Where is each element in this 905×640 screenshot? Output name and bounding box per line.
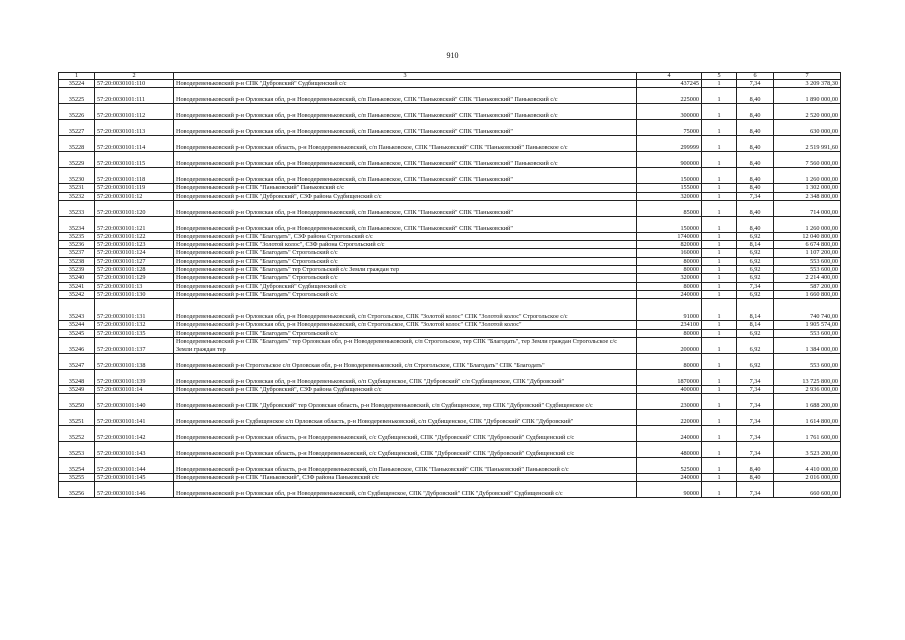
rate-cell: 6,92 (737, 232, 774, 240)
table-row (59, 200, 841, 216)
location-cell: Новодеревеньковский р-н СПК "Благодать" Строгольский с/с (174, 290, 637, 298)
value-cell: 3 523 200,00 (774, 442, 841, 458)
location-cell: Новодеревеньковский р-н Орловская область, р-н Новодеревеньковский, с/п Паньковское, СПК "Паньковский" СПК "Паньковский" Паньковский с/с (174, 458, 637, 474)
share-cell: 1 (702, 184, 737, 192)
share-cell: 1 (702, 241, 737, 249)
value-cell: 6 674 800,00 (774, 241, 841, 249)
area-cell: 299999 (637, 136, 702, 152)
value-cell: 1 384 000,00 (774, 337, 841, 353)
location-cell: Новодеревеньковский р-н Орловская обл, р-н Новодеревеньковский, с/п Паньковское, СПК "Паньковский" СПК "Паньковский" (174, 216, 637, 232)
row-number-cell: 35238 (59, 257, 95, 265)
header-cell-7: 7 (774, 73, 841, 80)
cadastral-number-cell: 57:20:0030101:145 (95, 474, 174, 482)
rate-cell: 7,34 (737, 282, 774, 290)
row-number-cell: 35232 (59, 192, 95, 200)
cadastral-number-cell: 57:20:0030101:140 (95, 394, 174, 410)
row-number-cell: 35239 (59, 266, 95, 274)
table-header (59, 73, 841, 80)
row-number-cell: 35248 (59, 369, 95, 385)
share-cell: 1 (702, 474, 737, 482)
row-number-cell: 35236 (59, 241, 95, 249)
row-number-cell: 35234 (59, 216, 95, 232)
share-cell: 1 (702, 410, 737, 426)
rate-cell: 8,40 (737, 184, 774, 192)
rate-cell: 6,92 (737, 290, 774, 298)
page-number: 910 (446, 51, 459, 60)
location-cell: Новодеревеньковский р-н СПК "Благодать" Строгольский с/с (174, 274, 637, 282)
header-cell-5: 5 (702, 73, 737, 80)
area-cell: 75000 (637, 120, 702, 136)
row-number-cell: 35240 (59, 274, 95, 282)
rate-cell: 8,40 (737, 136, 774, 152)
table-row (59, 482, 841, 498)
table-row (59, 88, 841, 104)
cadastral-number-cell: 57:20:0030101:14 (95, 385, 174, 393)
value-cell: 1 107 200,00 (774, 249, 841, 257)
table-row (59, 329, 841, 337)
table-row (59, 337, 841, 353)
area-cell: 80000 (637, 257, 702, 265)
location-cell: Новодеревеньковский р-н СПК "Паньковский" Паньковский с/с (174, 184, 637, 192)
table-row (59, 394, 841, 410)
cadastral-number-cell: 57:20:0030101:144 (95, 458, 174, 474)
table-row (59, 282, 841, 290)
header-cell-2: 2 (95, 73, 174, 80)
table-row (59, 474, 841, 482)
location-cell: Новодеревеньковский р-н СПК "Дубровский", СЗФ района Судбищенский с/с (174, 192, 637, 200)
row-number-cell: 35226 (59, 104, 95, 120)
share-cell: 1 (702, 426, 737, 442)
area-cell: 225000 (637, 88, 702, 104)
cadastral-number-cell: 57:20:0030101:114 (95, 136, 174, 152)
row-number-cell: 35235 (59, 232, 95, 240)
row-number-cell: 35254 (59, 458, 95, 474)
cadastral-number-cell: 57:20:0030101:137 (95, 337, 174, 353)
area-cell: 900000 (637, 152, 702, 168)
row-number-cell: 35245 (59, 329, 95, 337)
value-cell: 630 000,00 (774, 120, 841, 136)
header-cell-1: 1 (59, 73, 95, 80)
rate-cell: 7,34 (737, 482, 774, 498)
rate-cell: 8,40 (737, 104, 774, 120)
share-cell: 1 (702, 482, 737, 498)
cadastral-number-cell: 57:20:0030101:112 (95, 104, 174, 120)
rate-cell: 8,40 (737, 200, 774, 216)
cadastral-number-cell: 57:20:0030101:129 (95, 274, 174, 282)
cadastral-number-cell: 57:20:0030101:120 (95, 200, 174, 216)
value-cell: 2 519 991,60 (774, 136, 841, 152)
area-cell: 437245 (637, 80, 702, 88)
area-cell: 230000 (637, 394, 702, 410)
share-cell: 1 (702, 152, 737, 168)
rate-cell: 7,34 (737, 369, 774, 385)
location-cell: Новодеревеньковский р-н СПК "Дубровский" Судбищенский с/с (174, 282, 637, 290)
share-cell: 1 (702, 136, 737, 152)
share-cell: 1 (702, 442, 737, 458)
table-row (59, 274, 841, 282)
table-row (59, 353, 841, 369)
rate-cell: 6,92 (737, 249, 774, 257)
location-cell: Новодеревеньковский р-н Судбищенское с/п Орловская область, р-н Новодеревеньковский, с/п Судбищенское, СПК "Дубровский" СПК "Дубровский" (174, 410, 637, 426)
rate-cell: 7,34 (737, 192, 774, 200)
rate-cell: 8,40 (737, 474, 774, 482)
area-cell: 240000 (637, 474, 702, 482)
row-number-cell: 35229 (59, 152, 95, 168)
table-row (59, 80, 841, 88)
cadastral-number-cell: 57:20:0030101:119 (95, 184, 174, 192)
location-cell: Новодеревеньковский р-н СПК "Благодать" тер Строгольский с/с Земли граждан тер (174, 266, 637, 274)
value-cell: 587 200,00 (774, 282, 841, 290)
location-cell: Новодеревеньковский р-н СПК "Благодать" Строгольский с/с (174, 329, 637, 337)
cadastral-number-cell: 57:20:0030101:141 (95, 410, 174, 426)
share-cell: 1 (702, 385, 737, 393)
area-cell: 320000 (637, 192, 702, 200)
cadastral-number-cell: 57:20:0030101:124 (95, 249, 174, 257)
rate-cell: 8,40 (737, 88, 774, 104)
value-cell: 3 209 378,30 (774, 80, 841, 88)
rate-cell: 8,40 (737, 120, 774, 136)
share-cell: 1 (702, 232, 737, 240)
table-row (59, 385, 841, 393)
value-cell: 1 890 000,00 (774, 88, 841, 104)
table-row (59, 426, 841, 442)
value-cell: 2 520 000,00 (774, 104, 841, 120)
value-cell: 7 560 000,00 (774, 152, 841, 168)
share-cell: 1 (702, 249, 737, 257)
table-row (59, 152, 841, 168)
area-cell: 234100 (637, 321, 702, 329)
share-cell: 1 (702, 299, 737, 321)
cadastral-number-cell: 57:20:0030101:128 (95, 266, 174, 274)
rate-cell: 7,34 (737, 394, 774, 410)
share-cell: 1 (702, 104, 737, 120)
share-cell: 1 (702, 321, 737, 329)
location-cell: Новодеревеньковский р-н СПК "Дубровский", СЗФ района Судбищенский с/с (174, 385, 637, 393)
location-cell: Новодеревеньковский р-н Орловская обл, р-н Новодеревеньковский, с/п Паньковское, СПК "Паньковский" СПК "Паньковский" (174, 168, 637, 184)
row-number-cell: 35228 (59, 136, 95, 152)
area-cell: 320000 (637, 274, 702, 282)
table-row (59, 458, 841, 474)
cadastral-number-cell: 57:20:0030101:135 (95, 329, 174, 337)
location-cell: Новодеревеньковский р-н СПК "Благодать" Строгольский с/с (174, 249, 637, 257)
cadastral-number-cell: 57:20:0030101:121 (95, 216, 174, 232)
share-cell: 1 (702, 266, 737, 274)
table-row (59, 104, 841, 120)
area-cell: 80000 (637, 353, 702, 369)
cadastral-number-cell: 57:20:0030101:143 (95, 442, 174, 458)
value-cell: 1 761 600,00 (774, 426, 841, 442)
header-cell-6: 6 (737, 73, 774, 80)
cadastral-number-cell: 57:20:0030101:118 (95, 168, 174, 184)
table-row (59, 410, 841, 426)
rate-cell: 8,40 (737, 216, 774, 232)
value-cell: 660 600,00 (774, 482, 841, 498)
rate-cell: 7,34 (737, 426, 774, 442)
location-cell: Новодеревеньковский р-н Строгольское с/п Орловская обл, р-н Новодеревеньковский, с/п Строгольское, СПК "Благодать" СПК "Благодать" (174, 353, 637, 369)
rate-cell: 7,34 (737, 385, 774, 393)
rate-cell: 8,40 (737, 168, 774, 184)
location-cell: Новодеревеньковский р-н Орловская обл, р-н Новодеревеньковский, с/п Паньковское, СПК "Паньковский" СПК "Паньковский" Паньковский с/с (174, 152, 637, 168)
table-row (59, 290, 841, 298)
row-number-cell: 35255 (59, 474, 95, 482)
rate-cell: 6,92 (737, 266, 774, 274)
cadastral-number-cell: 57:20:0030101:122 (95, 232, 174, 240)
row-number-cell: 35253 (59, 442, 95, 458)
location-cell: Новодеревеньковский р-н Орловская обл, р-н Новодеревеньковский, с/п Строгольское, СПК "Золотой колос" СПК "Золотой колос" Строгольское с/с (174, 299, 637, 321)
table-row (59, 321, 841, 329)
table-body (59, 80, 841, 498)
area-cell: 85000 (637, 200, 702, 216)
value-cell: 1 905 574,00 (774, 321, 841, 329)
rate-cell: 7,34 (737, 442, 774, 458)
area-cell: 155000 (637, 184, 702, 192)
share-cell: 1 (702, 80, 737, 88)
table-row (59, 136, 841, 152)
land-register-table (58, 72, 841, 498)
share-cell: 1 (702, 329, 737, 337)
value-cell: 553 600,00 (774, 353, 841, 369)
share-cell: 1 (702, 192, 737, 200)
value-cell: 1 260 000,00 (774, 168, 841, 184)
row-number-cell: 35252 (59, 426, 95, 442)
location-cell: Новодеревеньковский р-н Орловская обл, р-н Новодеревеньковский, с/п Паньковское, СПК "Паньковский" СПК "Паньковский" (174, 120, 637, 136)
row-number-cell: 35241 (59, 282, 95, 290)
rate-cell: 6,92 (737, 353, 774, 369)
rate-cell: 8,14 (737, 321, 774, 329)
cadastral-number-cell: 57:20:0030101:12 (95, 192, 174, 200)
cadastral-number-cell: 57:20:0030101:142 (95, 426, 174, 442)
row-number-cell: 35227 (59, 120, 95, 136)
value-cell: 13 725 800,00 (774, 369, 841, 385)
share-cell: 1 (702, 257, 737, 265)
rate-cell: 6,92 (737, 257, 774, 265)
value-cell: 2 936 000,00 (774, 385, 841, 393)
row-number-cell: 35246 (59, 337, 95, 353)
value-cell: 740 740,00 (774, 299, 841, 321)
rate-cell: 8,14 (737, 241, 774, 249)
share-cell: 1 (702, 120, 737, 136)
area-cell: 160000 (637, 249, 702, 257)
location-cell: Новодеревеньковский р-н СПК "Благодать", СЗФ района Строгольский с/с (174, 232, 637, 240)
table-row (59, 369, 841, 385)
share-cell: 1 (702, 200, 737, 216)
location-cell: Новодеревеньковский р-н Орловская обл, р-н Новодеревеньковский, о/п Судбищенское, СПК "Дубровский" с/п Судбищенское, СПК "Дубровский" (174, 369, 637, 385)
area-cell: 220000 (637, 410, 702, 426)
location-cell: Новодеревеньковский р-н Орловская область, р-н Новодеревеньковский, с/с Судбищенский, СПК "Дубровский" СПК "Дубровский" Судбищенский с/с (174, 426, 637, 442)
share-cell: 1 (702, 88, 737, 104)
area-cell: 820000 (637, 241, 702, 249)
rate-cell: 7,34 (737, 80, 774, 88)
area-cell: 80000 (637, 329, 702, 337)
rate-cell: 6,92 (737, 337, 774, 353)
share-cell: 1 (702, 290, 737, 298)
table-row (59, 192, 841, 200)
value-cell: 1 614 800,00 (774, 410, 841, 426)
cadastral-number-cell: 57:20:0030101:146 (95, 482, 174, 498)
row-number-cell: 35243 (59, 299, 95, 321)
table-row (59, 299, 841, 321)
value-cell: 553 600,00 (774, 329, 841, 337)
location-cell: Новодеревеньковский р-н СПК "Золотой колос", СЗФ района Строгольский с/с (174, 241, 637, 249)
rate-cell: 7,34 (737, 410, 774, 426)
location-cell: Новодеревеньковский р-н СПК "Паньковский", СЗФ района Паньковский с/с (174, 474, 637, 482)
location-cell: Новодеревеньковский р-н СПК "Благодать" тер Орловская обл, р-н Новодеревеньковский, с/п Строгольское, тер СПК "Благодать", тер Земли граждан Строгольское с/с Земли граждан тер (174, 337, 637, 353)
row-number-cell: 35237 (59, 249, 95, 257)
cadastral-number-cell: 57:20:0030101:139 (95, 369, 174, 385)
area-cell: 1740000 (637, 232, 702, 240)
row-number-cell: 35231 (59, 184, 95, 192)
cadastral-number-cell: 57:20:0030101:115 (95, 152, 174, 168)
cadastral-number-cell: 57:20:0030101:138 (95, 353, 174, 369)
cadastral-number-cell: 57:20:0030101:132 (95, 321, 174, 329)
table-row (59, 184, 841, 192)
table-row (59, 232, 841, 240)
location-cell: Новодеревеньковский р-н Орловская обл, р-н Новодеревеньковский, с/п Паньковское, СПК "Паньковский" СПК "Паньковский" Паньковский с/с (174, 104, 637, 120)
row-number-cell: 35247 (59, 353, 95, 369)
value-cell: 2 348 800,00 (774, 192, 841, 200)
share-cell: 1 (702, 369, 737, 385)
table-row (59, 168, 841, 184)
location-cell: Новодеревеньковский р-н Орловская обл, р-н Новодеревеньковский, с/п Паньковское, СПК "Паньковский" СПК "Паньковский" (174, 200, 637, 216)
table-row (59, 442, 841, 458)
row-number-cell: 35233 (59, 200, 95, 216)
row-number-cell: 35244 (59, 321, 95, 329)
table-row (59, 120, 841, 136)
area-cell: 525000 (637, 458, 702, 474)
location-cell: Новодеревеньковский р-н Орловская область, р-н Новодеревеньковский, с/с Судбищенский, СПК "Дубровский" СПК "Дубровский" Судбищенский с/с (174, 442, 637, 458)
share-cell: 1 (702, 216, 737, 232)
area-cell: 1870000 (637, 369, 702, 385)
rate-cell: 6,92 (737, 329, 774, 337)
area-cell: 90000 (637, 482, 702, 498)
rate-cell: 8,40 (737, 152, 774, 168)
row-number-cell: 35242 (59, 290, 95, 298)
value-cell: 714 000,00 (774, 200, 841, 216)
cadastral-number-cell: 57:20:0030101:131 (95, 299, 174, 321)
location-cell: Новодеревеньковский р-н СПК "Дубровский" Судбищенский с/с (174, 80, 637, 88)
cadastral-number-cell: 57:20:0030101:123 (95, 241, 174, 249)
value-cell: 553 600,00 (774, 257, 841, 265)
area-cell: 400000 (637, 385, 702, 393)
area-cell: 200000 (637, 337, 702, 353)
value-cell: 1 302 000,00 (774, 184, 841, 192)
cadastral-number-cell: 57:20:0030101:113 (95, 120, 174, 136)
header-row (59, 73, 841, 80)
value-cell: 1 688 200,00 (774, 394, 841, 410)
cadastral-number-cell: 57:20:0030101:13 (95, 282, 174, 290)
share-cell: 1 (702, 282, 737, 290)
table-row (59, 216, 841, 232)
table-row (59, 266, 841, 274)
cadastral-number-cell: 57:20:0030101:127 (95, 257, 174, 265)
area-cell: 150000 (637, 216, 702, 232)
area-cell: 150000 (637, 168, 702, 184)
table-row (59, 249, 841, 257)
share-cell: 1 (702, 274, 737, 282)
row-number-cell: 35230 (59, 168, 95, 184)
value-cell: 2 016 000,00 (774, 474, 841, 482)
cadastral-number-cell: 57:20:0030101:130 (95, 290, 174, 298)
location-cell: Новодеревеньковский р-н Орловская обл, р-н Новодеревеньковский, с/п Строгольское, СПК "Золотой колос" СПК "Золотой колос" (174, 321, 637, 329)
header-cell-3: 3 (174, 73, 637, 80)
value-cell: 1 660 800,00 (774, 290, 841, 298)
value-cell: 553 600,00 (774, 266, 841, 274)
location-cell: Новодеревеньковский р-н СПК "Благодать" Строгольский с/с (174, 257, 637, 265)
rate-cell: 8,14 (737, 299, 774, 321)
value-cell: 1 260 000,00 (774, 216, 841, 232)
share-cell: 1 (702, 168, 737, 184)
location-cell: Новодеревеньковский р-н СПК "Дубровский" тер Орловская область, р-н Новодеревеньковский, с/п Судбищенское, тер СПК "Дубровский" Судбищенское с/с (174, 394, 637, 410)
area-cell: 480000 (637, 442, 702, 458)
row-number-cell: 35225 (59, 88, 95, 104)
area-cell: 80000 (637, 282, 702, 290)
table-row (59, 257, 841, 265)
row-number-cell: 35256 (59, 482, 95, 498)
area-cell: 80000 (637, 266, 702, 274)
area-cell: 240000 (637, 290, 702, 298)
value-cell: 2 214 400,00 (774, 274, 841, 282)
cadastral-number-cell: 57:20:0030101:111 (95, 88, 174, 104)
area-cell: 240000 (637, 426, 702, 442)
header-cell-4: 4 (637, 73, 702, 80)
row-number-cell: 35250 (59, 394, 95, 410)
row-number-cell: 35224 (59, 80, 95, 88)
rate-cell: 8,40 (737, 458, 774, 474)
row-number-cell: 35249 (59, 385, 95, 393)
area-cell: 300000 (637, 104, 702, 120)
table-row (59, 241, 841, 249)
location-cell: Новодеревеньковский р-н Орловская область, р-н Новодеревеньковский, с/п Паньковское, СПК "Паньковский" СПК "Паньковский" Паньковское с/с (174, 136, 637, 152)
row-number-cell: 35251 (59, 410, 95, 426)
cadastral-number-cell: 57:20:0030101:110 (95, 80, 174, 88)
share-cell: 1 (702, 458, 737, 474)
share-cell: 1 (702, 353, 737, 369)
value-cell: 12 040 800,00 (774, 232, 841, 240)
location-cell: Новодеревеньковский р-н Орловская обл, р-н Новодеревеньковский, с/п Судбищенское, СПК "Дубровский" СПК "Дубровский" Судбищенский с/с (174, 482, 637, 498)
location-cell: Новодеревеньковский р-н Орловская обл, р-н Новодеревеньковский, с/п Паньковское, СПК "Паньковский" СПК "Паньковский" Паньковский с/с (174, 88, 637, 104)
rate-cell: 6,92 (737, 274, 774, 282)
share-cell: 1 (702, 337, 737, 353)
value-cell: 4 410 000,00 (774, 458, 841, 474)
area-cell: 91000 (637, 299, 702, 321)
share-cell: 1 (702, 394, 737, 410)
